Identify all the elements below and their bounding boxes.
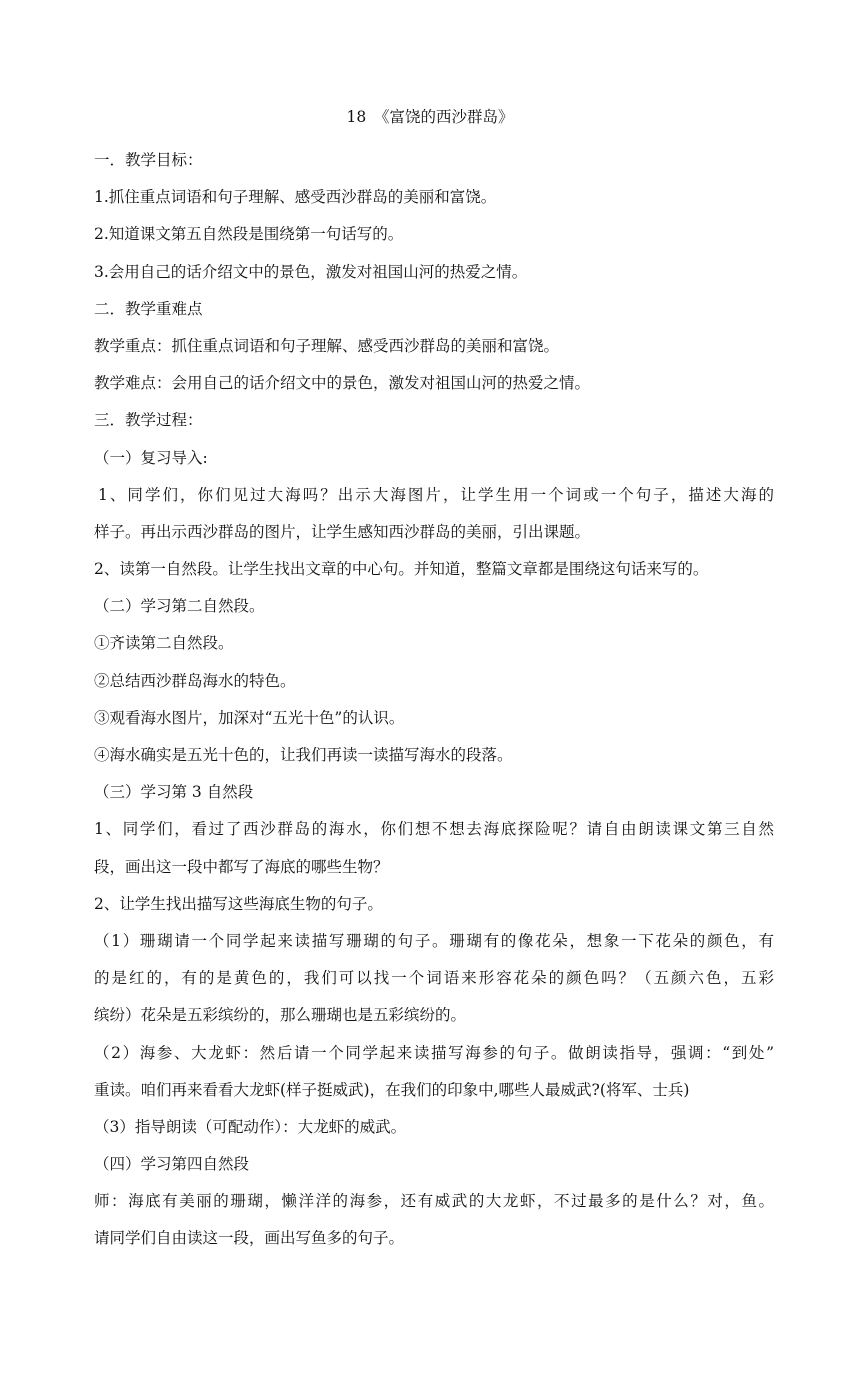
paragraph-line: 1、同学们，你们见过大海吗？出示大海图片，让学生用一个词或一个句子，描述大海的	[98, 485, 774, 504]
difficult-point: 教学难点：会用自己的话介绍文中的景色，激发对祖国山河的热爱之情。	[94, 374, 591, 393]
subsection-heading: （一）复习导入:	[94, 448, 208, 467]
subsection-heading: （三）学习第 3 自然段	[94, 783, 254, 802]
paragraph-line: 段，画出这一段中都写了海底的哪些生物？	[94, 857, 389, 876]
paragraph-line: 缤纷）花朵是五彩缤纷的，那么珊瑚也是五彩缤纷的。	[94, 1006, 467, 1025]
list-item: ③观看海水图片，加深对“五光十色”的认识。	[94, 708, 405, 727]
paragraph-line: 的是红的，有的是黄色的，我们可以找一个词语来形容花朵的颜色吗？（五颜六色，五彩	[94, 969, 774, 988]
section-heading-objectives: 一．教学目标：	[94, 151, 203, 169]
paragraph-line: （3）指导朗读（可配动作）：大龙虾的威武。	[94, 1117, 407, 1136]
paragraph-line: 请同学们自由读这一段，画出写鱼多的句子。	[94, 1229, 405, 1248]
list-item: ④海水确实是五光十色的，让我们再读一读描写海水的段落。	[94, 746, 513, 764]
paragraph-line: 2、让学生找出描写这些海底生物的句子。	[94, 894, 383, 913]
objective-item: 3.会用自己的话介绍文中的景色，激发对祖国山河的热爱之情。	[94, 262, 528, 281]
paragraph-line: （1）珊瑚请一个同学起来读描写珊瑚的句子。珊瑚有的像花朵，想象一下花朵的颜色，有	[94, 931, 774, 950]
paragraph-line: 1、同学们，看过了西沙群岛的海水，你们想不想去海底探险呢？请自由朗读课文第三自然	[94, 820, 774, 839]
list-item: ①齐读第二自然段。	[94, 634, 234, 653]
paragraph-line: 重读。咱们再来看看大龙虾(样子挺威武)，在我们的印象中,哪些人最威武?(将军、士兵)	[94, 1080, 690, 1099]
list-item: ②总结西沙群岛海水的特色。	[94, 671, 296, 690]
subsection-heading: （四）学习第四自然段	[94, 1155, 250, 1174]
objective-item: 1.抓住重点词语和句子理解、感受西沙群岛的美丽和富饶。	[94, 188, 497, 207]
paragraph-line: 样子。再出示西沙群岛的图片，让学生感知西沙群岛的美丽，引出课题。	[94, 522, 591, 541]
paragraph-line: 2、读第一自然段。让学生找出文章的中心句。并知道，整篇文章都是围绕这句话来写的。	[94, 560, 709, 579]
paragraph-line: （2）海参、大龙虾：然后请一个同学起来读描写海参的句子。做朗读指导，强调：“到处”	[94, 1043, 774, 1062]
subsection-heading: （二）学习第二自然段。	[94, 597, 265, 616]
section-heading-key-points: 二．教学重难点	[94, 299, 203, 318]
paragraph-line: 师：海底有美丽的珊瑚，懒洋洋的海参，还有威武的大龙虾，不过最多的是什么？对，鱼。	[94, 1192, 774, 1211]
document-body	[94, 142, 774, 1258]
key-point: 教学重点：抓住重点词语和句子理解、感受西沙群岛的美丽和富饶。	[94, 336, 560, 355]
section-heading-process: 三．教学过程：	[94, 411, 203, 430]
document-title: 18 《富饶的西沙群岛》	[346, 108, 514, 126]
objective-item: 2.知道课文第五自然段是围绕第一句话写的。	[94, 225, 404, 244]
